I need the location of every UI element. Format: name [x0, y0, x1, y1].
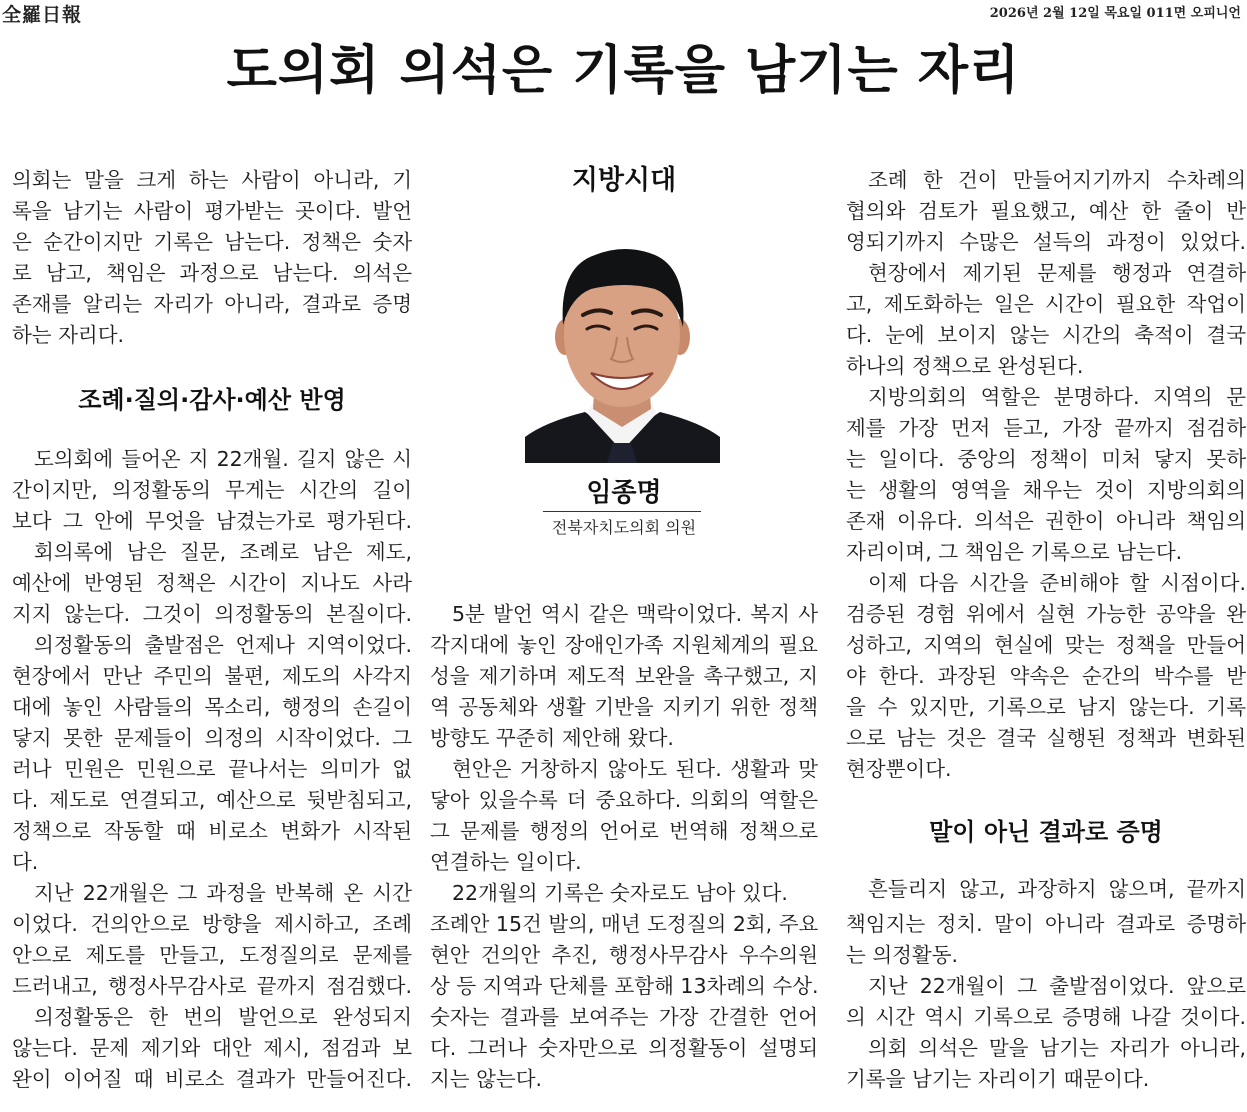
text-line: 지난 22개월은 그 과정을 반복해 온 시간: [34, 881, 412, 905]
text-line: 록을 남기는 사람이 평가받는 곳이다. 발언: [12, 199, 412, 223]
text-line: 고, 제도화하는 일은 시간이 필요한 작업이: [846, 292, 1246, 316]
column-section-label: 지방시대: [571, 165, 677, 196]
text-line: 검증된 경험 위에서 실현 가능한 공약을 완: [846, 602, 1246, 626]
text-line: 정책으로 작동할 때 비로소 변화가 시작된: [12, 819, 412, 843]
text-line: 제를 가장 먼저 듣고, 가장 끝까지 점검하: [846, 416, 1246, 440]
text-line: 협의와 검토가 필요했고, 예산 한 줄이 반: [846, 199, 1246, 223]
text-line: 이었다. 건의안으로 방향을 제시하고, 조례: [12, 912, 412, 936]
author-portrait: [525, 237, 720, 463]
text-line: 연결하는 일이다.: [430, 850, 582, 874]
text-line: 자리이며, 그 책임은 기록으로 남는다.: [846, 540, 1183, 564]
text-line: 의정활동의 출발점은 언제나 지역이었다.: [34, 633, 412, 657]
text-line: 성하고, 지역의 현실에 맞는 정책을 만들어: [846, 633, 1246, 657]
text-line: 조례안 15건 발의, 매년 도정질의 2회, 주요: [430, 912, 819, 936]
article-headline: 도의회 의석은 기록을 남기는 자리: [226, 40, 1021, 101]
text-line: 완이 이어질 때 비로소 결과가 만들어진다.: [12, 1067, 412, 1091]
text-line: 다. 눈에 보이지 않는 시간의 축적이 결국: [846, 323, 1246, 347]
text-line: 흔들리지 않고, 과장하지 않으며, 끝까지: [868, 877, 1246, 901]
text-line: 의정활동은 한 번의 발언으로 완성되지: [34, 1005, 412, 1029]
text-line: 하나의 정책으로 완성된다.: [846, 354, 1084, 378]
text-line: 간이지만, 의정활동의 무게는 시간의 길이: [12, 478, 412, 502]
text-line: 현안은 거창하지 않아도 된다. 생활과 맞: [452, 757, 818, 781]
text-line: 대에 놓인 사람들의 목소리, 행정의 손길이: [12, 695, 412, 719]
text-line: 안으로 제도를 만들고, 도정질의로 문제를: [12, 943, 412, 967]
text-line: 현장에서 제기된 문제를 행정과 연결하: [868, 261, 1246, 285]
text-line: 존재 이유다. 의석은 권한이 아니라 책임의: [846, 509, 1246, 533]
text-line: 각지대에 놓인 장애인가족 지원체계의 필요: [430, 633, 818, 657]
text-line: 는 의정활동.: [846, 943, 959, 967]
text-line: 22개월의 기록은 숫자로도 남아 있다.: [452, 881, 788, 905]
text-line: 닿아 있을수록 더 중요하다. 의회의 역할은: [430, 788, 818, 812]
text-line: 책임지는 정치. 말이 아니라 결과로 증명하: [846, 912, 1246, 936]
author-name: 임종명: [586, 478, 662, 508]
text-line: 다. 제도로 연결되고, 예산으로 뒷받침되고,: [12, 788, 412, 812]
text-line: 영되기까지 수많은 설득의 과정이 있었다.: [846, 230, 1246, 254]
text-line: 현장뿐이다.: [846, 757, 952, 781]
text-line: 야 한다. 과장된 약속은 순간의 박수를 받: [846, 664, 1246, 688]
text-line: 보다 그 안에 무엇을 남겼는가로 평가된다.: [12, 509, 412, 533]
text-line: 역 공동체와 생활 기반을 지키기 위한 정책: [430, 695, 818, 719]
text-line: 숫자는 결과를 보여주는 가장 간결한 언어: [430, 1005, 818, 1029]
text-line: 을 수 있지만, 기록으로 남지 않는다. 기록: [846, 695, 1246, 719]
text-line: 는 일이다. 중앙의 정책이 미처 닿지 못하: [846, 447, 1246, 471]
portrait-photo-icon: [525, 237, 720, 463]
text-line: 러나 민원은 민원으로 끝나서는 의미가 없: [12, 757, 412, 781]
text-line: 현안 건의안 추진, 행정사무감사 우수의원: [430, 943, 818, 967]
text-line: 지지 않는다. 그것이 의정활동의 본질이다.: [12, 602, 412, 626]
byline-divider: [543, 511, 701, 512]
masthead-logo: 全羅日報: [2, 4, 83, 26]
dateline: 2026년 2월 12일 목요일 011면 오피니언: [989, 6, 1241, 21]
text-line: 않는다. 문제 제기와 대안 제시, 점검과 보: [12, 1036, 412, 1060]
text-line: 로 남고, 책임은 과정으로 남는다. 의석은: [12, 261, 412, 285]
text-line: 는 생활의 영역을 채우는 것이 지방의회의: [846, 478, 1246, 502]
subhead-ordinance: 조례·질의·감사·예산 반영: [78, 386, 346, 414]
text-line: 5분 발언 역시 같은 맥락이었다. 복지 사: [452, 602, 818, 626]
text-line: 성을 제기하며 제도적 보완을 촉구했고, 지: [430, 664, 818, 688]
text-line: 현장에서 만난 주민의 불편, 제도의 사각지: [12, 664, 412, 688]
text-line: 도의회에 들어온 지 22개월. 길지 않은 시: [34, 447, 412, 471]
text-line: 지방의회의 역할은 분명하다. 지역의 문: [868, 385, 1246, 409]
text-line: 그 문제를 행정의 언어로 번역해 정책으로: [430, 819, 818, 843]
text-line: 다.: [12, 850, 39, 874]
text-line: 조례 한 건이 만들어지기까지 수차례의: [868, 168, 1246, 192]
text-line: 상 등 지역과 단체를 포함해 13차례의 수상.: [430, 974, 819, 998]
text-line: 의회 의석은 말을 남기는 자리가 아니라,: [868, 1036, 1246, 1060]
text-line: 의 시간 역시 기록으로 증명해 나갈 것이다.: [846, 1005, 1246, 1029]
text-line: 닿지 못한 문제들이 의정의 시작이었다. 그: [12, 726, 412, 750]
text-line: 하는 자리다.: [12, 323, 125, 347]
text-line: 으로 남는 것은 결국 실행된 정책과 변화된: [846, 726, 1246, 750]
text-line: 의회는 말을 크게 하는 사람이 아니라, 기: [12, 168, 412, 192]
author-role: 전북자치도의회 의원: [551, 518, 697, 537]
text-line: 다. 그러나 숫자만으로 의정활동이 설명되: [430, 1036, 818, 1060]
text-line: 존재를 알리는 자리가 아니라, 결과로 증명: [12, 292, 412, 316]
text-line: 회의록에 남은 질문, 조례로 남은 제도,: [34, 540, 412, 564]
text-line: 지난 22개월이 그 출발점이었다. 앞으로: [868, 974, 1246, 998]
text-line: 방향도 꾸준히 제안해 왔다.: [430, 726, 674, 750]
text-line: 은 순간이지만 기록은 남는다. 정책은 숫자: [12, 230, 412, 254]
text-line: 기록을 남기는 자리이기 때문이다.: [846, 1067, 1150, 1091]
text-line: 지는 않는다.: [430, 1067, 543, 1091]
text-line: 드러내고, 행정사무감사로 끝까지 점검했다.: [12, 974, 412, 998]
text-line: 예산에 반영된 정책은 시간이 지나도 사라: [12, 571, 412, 595]
subhead-proof: 말이 아닌 결과로 증명: [929, 818, 1163, 846]
text-line: 이제 다음 시간을 준비해야 할 시점이다.: [868, 571, 1246, 595]
